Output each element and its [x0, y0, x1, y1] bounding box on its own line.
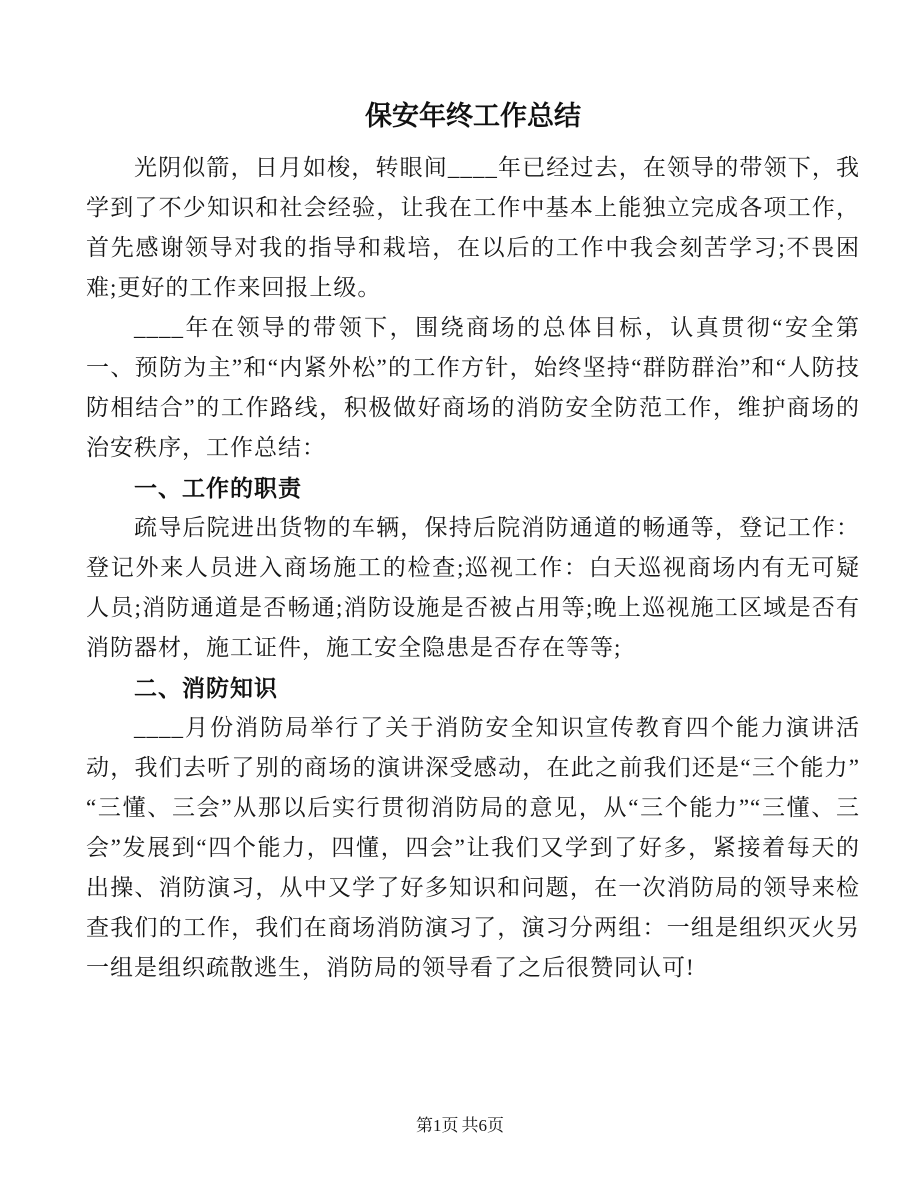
- footer-total-pages: 共6页: [461, 1116, 504, 1135]
- paragraph-intro: 光阴似箭，日月如梭，转眼间____年已经过去，在领导的带领下，我学到了不少知识和社会经验，让我在工作中基本上能独立完成各项工作，首先感谢领导对我的指导和栽培，在以后的工作中我会刻苦学习;不畏困难;更好的工作来回报上级。: [86, 155, 860, 300]
- section-heading-duties: 一、工作的职责: [134, 475, 302, 501]
- paragraph-fire-knowledge: ____月份消防局举行了关于消防安全知识宣传教育四个能力演讲活动，我们去听了别的商场的演讲深受感动，在此之前我们还是“三个能力”“三懂、三会”从那以后实行贯彻消防局的意见，从“三个能力”“三懂、三会”发展到“四个能力，四懂，四会”让我们又学到了好多，紧接着每天的出操、消防演习，从中又学了好多知识和问题，在一次消防局的领导来检查我们的工作，我们在商场消防演习了，演习分两组：一组是组织灭火另一组是组织疏散逃生，消防局的领导看了之后很赞同认可!: [86, 715, 860, 980]
- paragraph-overview: ____年在领导的带领下，围绕商场的总体目标，认真贯彻“安全第一、预防为主”和“内紧外松”的工作方针，始终坚持“群防群治”和“人防技防相结合”的工作路线，积极做好商场的消防安全防范工作，维护商场的治安秩序，工作总结：: [86, 315, 860, 460]
- section-heading-fire-knowledge: 二、消防知识: [134, 675, 278, 701]
- document-title: 保安年终工作总结: [365, 101, 581, 131]
- paragraph-duties: 疏导后院进出货物的车辆，保持后院消防通道的畅通等，登记工作：登记外来人员进入商场施工的检查;巡视工作：白天巡视商场内有无可疑人员;消防通道是否畅通;消防设施是否被占用等;晚上巡视施工区域是否有消防器材，施工证件，施工安全隐患是否存在等等;: [86, 515, 860, 660]
- footer-current-page: 第1页: [416, 1116, 459, 1135]
- page-footer: [0, 1111, 920, 1136]
